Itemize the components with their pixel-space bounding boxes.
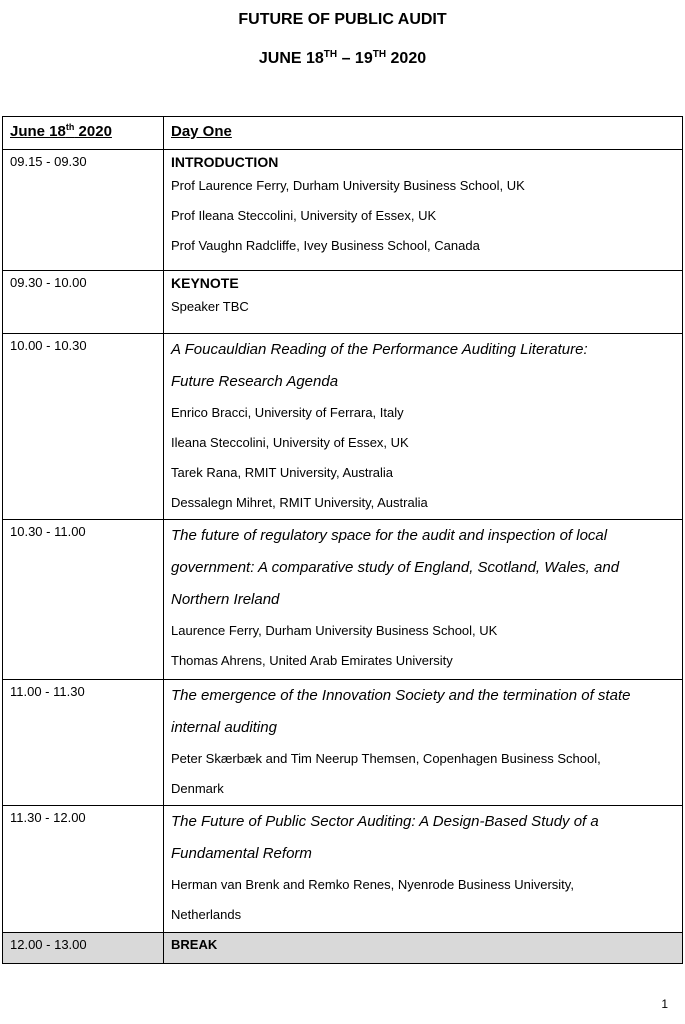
author-line: Tarek Rana, RMIT University, Australia: [171, 465, 394, 480]
paper-title-line: The Future of Public Sector Auditing: A Design-Based Study of a: [171, 813, 599, 830]
paper-title-line: government: A comparative study of England, Scotland, Wales, and: [171, 559, 620, 576]
table-row: [3, 806, 683, 933]
paper-title-line: Fundamental Reform: [171, 845, 312, 862]
author-line: Ileana Steccolini, University of Essex, UK: [171, 435, 409, 450]
paper-title-line: The emergence of the Innovation Society and the termination of state: [171, 687, 631, 704]
header-date-superscript: th: [65, 122, 75, 132]
time-cell: [3, 806, 164, 933]
table-header-row: [3, 117, 683, 150]
time-cell: [3, 933, 164, 964]
author-line: Thomas Ahrens, United Arab Emirates University: [171, 653, 453, 668]
header-day-cell: [164, 117, 683, 150]
date-superscript: TH: [372, 49, 387, 60]
author-line: Herman van Brenk and Remko Renes, Nyenrode Business University,: [171, 877, 574, 892]
session-cell: [164, 680, 683, 806]
time-slot: 10.00 - 10.30: [10, 338, 87, 353]
section-heading: BREAK: [171, 937, 218, 952]
paper-title-line: Northern Ireland: [171, 591, 280, 608]
speaker-line: Prof Vaughn Radcliffe, Ivey Business School, Canada: [171, 238, 480, 253]
date-part: – 19: [337, 50, 373, 67]
paper-title-line: Future Research Agenda: [171, 373, 339, 390]
author-line: Peter Skærbæk and Tim Neerup Themsen, Copenhagen Business School,: [171, 751, 601, 766]
paper-title-line: A Foucauldian Reading of the Performance Auditing Literature:: [171, 341, 588, 358]
author-line: Enrico Bracci, University of Ferrara, Italy: [171, 405, 404, 420]
time-cell: [3, 150, 164, 271]
table-row: [3, 680, 683, 806]
session-cell: [164, 150, 683, 271]
speaker-line: Prof Ileana Steccolini, University of Essex, UK: [171, 208, 437, 223]
session-cell: [164, 806, 683, 933]
date-part: 2020: [386, 50, 427, 67]
author-line: Laurence Ferry, Durham University Business School, UK: [171, 623, 498, 638]
time-slot: 09.15 - 09.30: [10, 154, 87, 169]
table-row: [3, 150, 683, 271]
paper-title-line: internal auditing: [171, 719, 277, 736]
break-row: [3, 933, 683, 964]
author-line: Dessalegn Mihret, RMIT University, Australia: [171, 495, 428, 510]
time-slot: 11.30 - 12.00: [10, 810, 86, 825]
header-year: 2020: [74, 123, 112, 140]
document-title: FUTURE OF PUBLIC AUDIT: [238, 11, 447, 28]
author-line: Netherlands: [171, 907, 242, 922]
time-cell: [3, 680, 164, 806]
section-heading: INTRODUCTION: [171, 154, 279, 170]
agenda-table: [2, 116, 683, 964]
header-date: June 18: [10, 123, 66, 140]
table-row: [3, 520, 683, 680]
header-date-cell: [3, 117, 164, 150]
table-row: [3, 334, 683, 520]
session-cell: [164, 271, 683, 334]
session-cell: [164, 933, 683, 964]
page-number: 1: [661, 997, 668, 1011]
section-heading: KEYNOTE: [171, 275, 239, 291]
session-cell: [164, 520, 683, 680]
speaker-line: Prof Laurence Ferry, Durham University Business School, UK: [171, 178, 525, 193]
header-day: Day One: [171, 123, 232, 140]
time-slot: 10.30 - 11.00: [10, 524, 86, 539]
document-date-line: [0, 49, 685, 69]
time-cell: [3, 334, 164, 520]
time-slot: 11.00 - 11.30: [10, 684, 85, 699]
author-line: Denmark: [171, 781, 224, 796]
date-superscript: TH: [323, 49, 338, 60]
time-cell: [3, 271, 164, 334]
time-slot: 12.00 - 13.00: [10, 937, 87, 952]
speaker-line: Speaker TBC: [171, 299, 249, 314]
time-slot: 09.30 - 10.00: [10, 275, 87, 290]
session-cell: [164, 334, 683, 520]
date-part: JUNE 18: [258, 50, 324, 67]
time-cell: [3, 520, 164, 680]
paper-title-line: The future of regulatory space for the audit and inspection of local: [171, 527, 608, 544]
table-row: [3, 271, 683, 334]
